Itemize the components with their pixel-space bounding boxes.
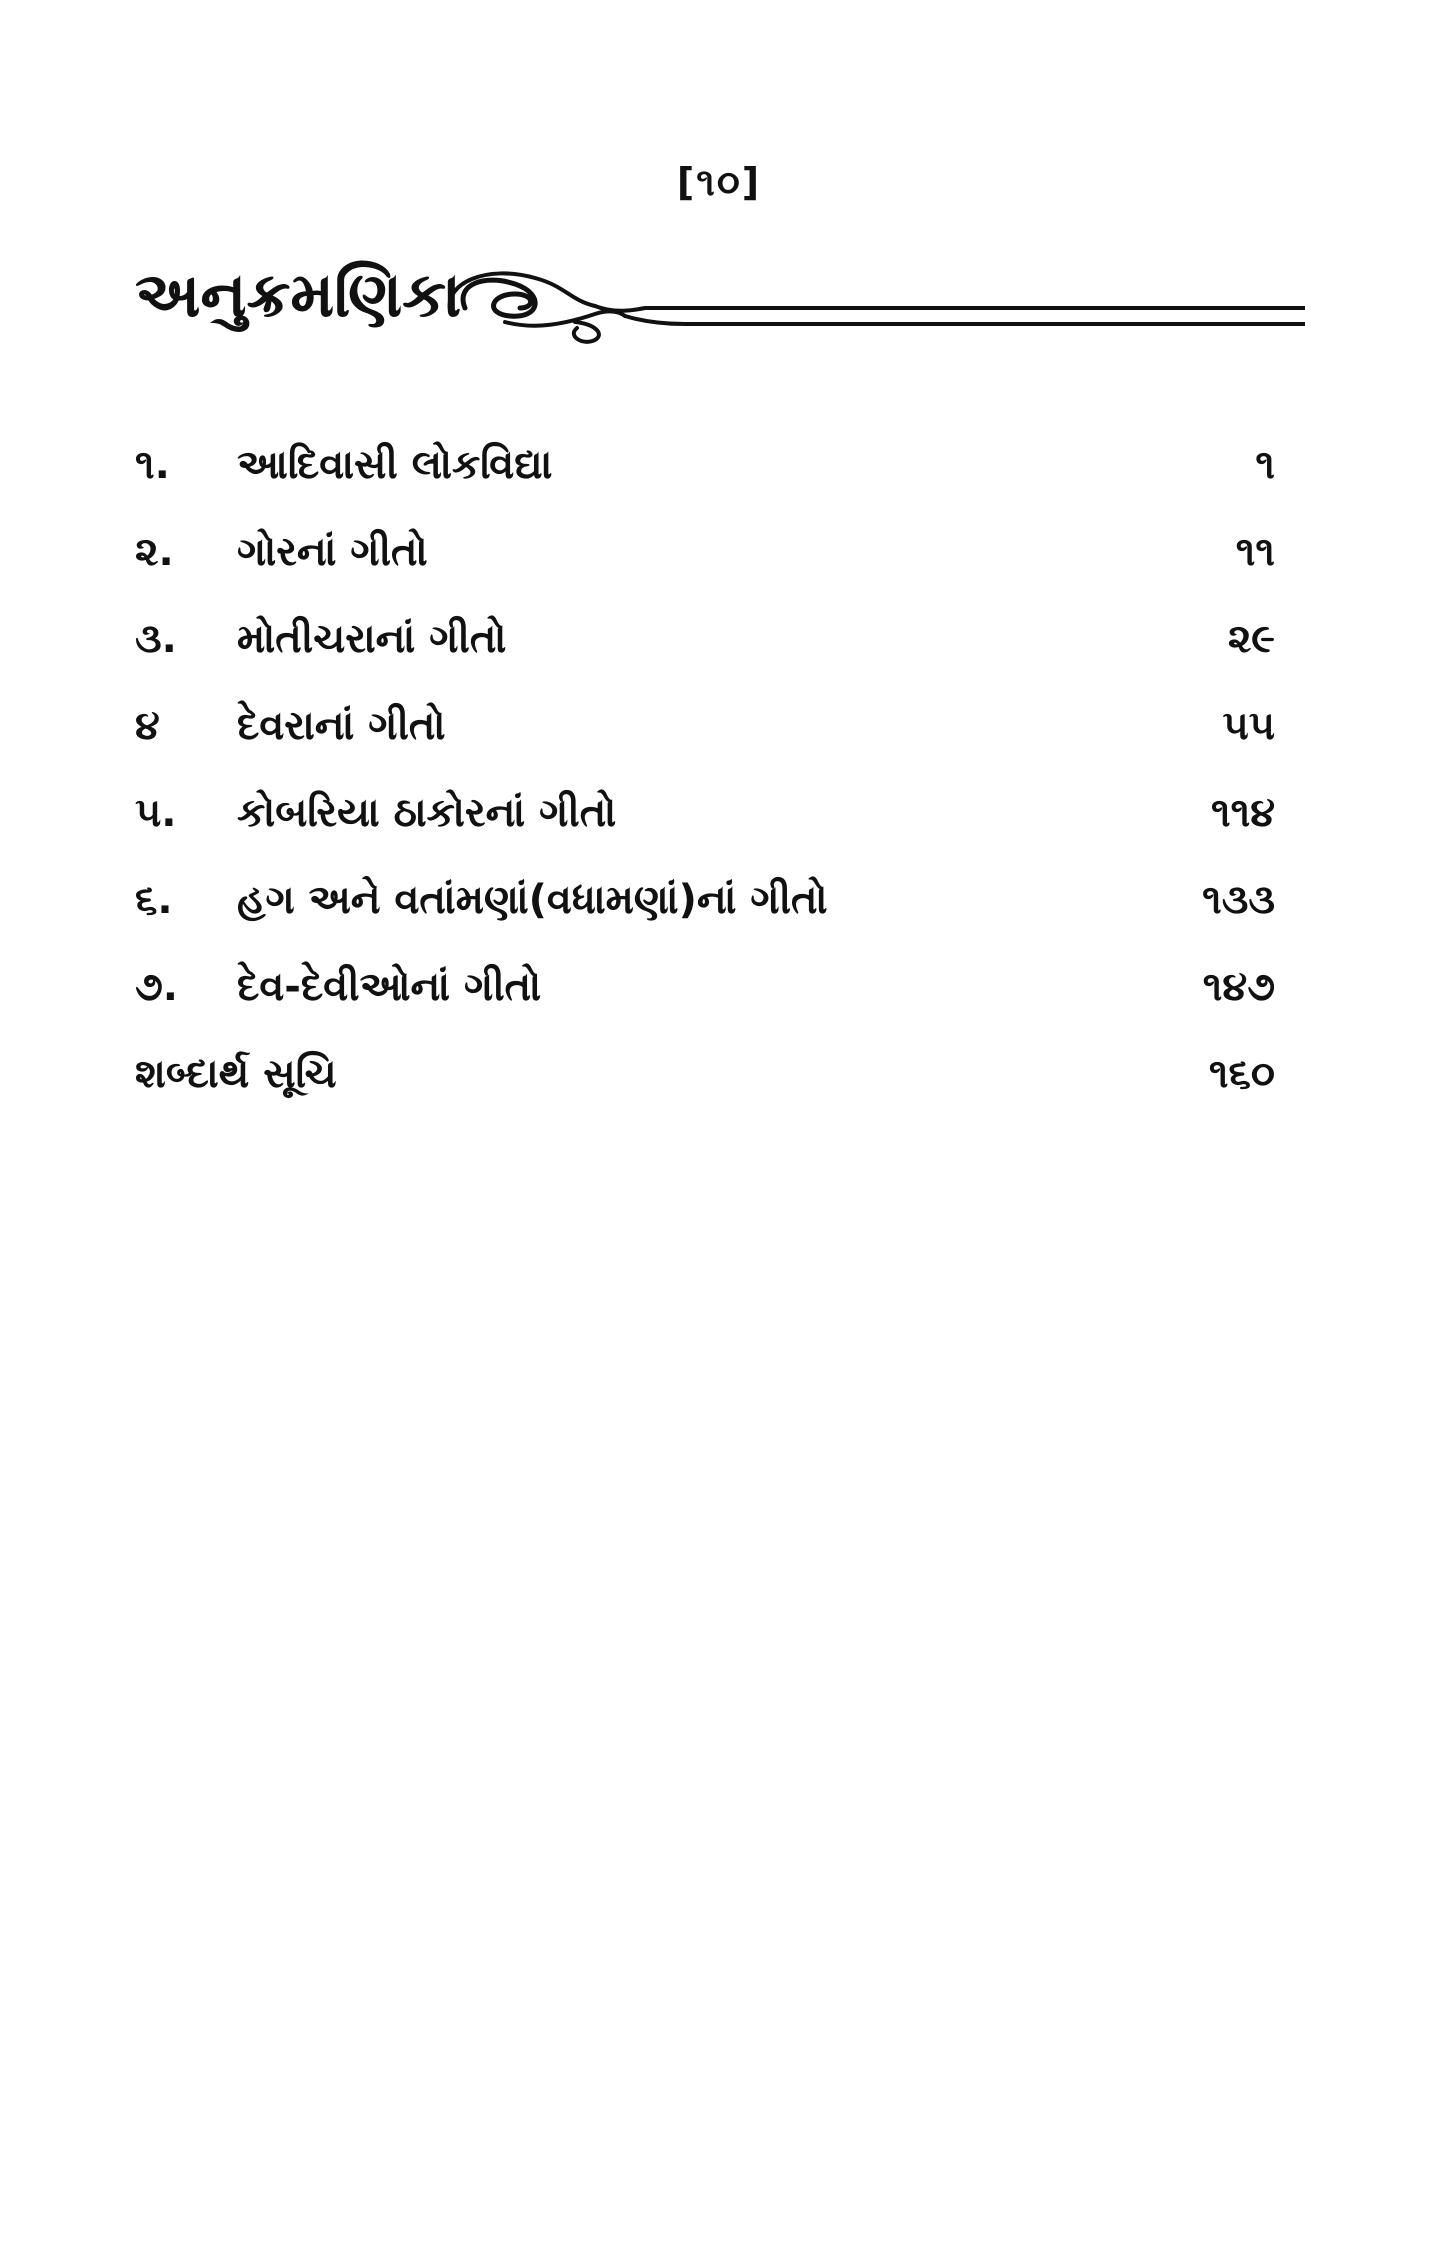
toc-entry-page: ૫૫ [1222,703,1275,749]
toc-entry-title: કોબરિયા ઠાકોરનાં ગીતો [237,790,617,836]
flourish-ornament-icon [445,264,1305,344]
toc-entry-page: ૧૧૪ [1211,790,1275,836]
toc-entry-number: ૧. [135,442,170,488]
toc-entry-title: આદિવાસી લોકવિદ્યા [237,442,553,488]
toc-entry-glossary [135,1039,1275,1126]
toc-entry-page: ૧૩૩ [1202,877,1275,923]
toc-entry [135,430,1275,517]
toc-entry-title: મોતીચરાનાં ગીતો [237,616,507,662]
page-number: [૧૦] [676,160,762,204]
toc-entry-title: શબ્દાર્થ સૂચિ [135,1051,337,1097]
toc-entry-title: દેવરાનાં ગીતો [237,703,446,749]
contents-list [135,430,1275,1126]
toc-entry [135,952,1275,1039]
toc-entry [135,865,1275,952]
toc-entry-number: ૭. [135,964,178,1010]
toc-entry-number: ૫. [135,790,177,836]
toc-entry-number: ૨. [135,529,174,575]
contents-title: અનુક્રમણિકા [135,258,462,331]
toc-entry-number: ૪ [135,703,160,749]
toc-entry-title: હગ અને વતાંમણાં(વધામણાં)નાં ગીતો [237,877,828,923]
toc-entry-number: ૬. [135,877,173,923]
toc-entry-title: ગોરનાં ગીતો [237,529,428,575]
toc-entry [135,691,1275,778]
toc-entry-page: ૨૯ [1227,616,1275,662]
contents-heading [135,250,1305,360]
toc-entry [135,778,1275,865]
toc-entry-title: દેવ-દેવીઓનાં ગીતો [237,964,542,1010]
toc-entry-page: ૧૪૭ [1202,964,1275,1010]
toc-entry-number: ૩. [135,616,177,662]
toc-entry-page: ૧૬૦ [1208,1051,1275,1097]
toc-entry [135,604,1275,691]
toc-entry-page: ૧ [1255,442,1275,488]
toc-entry-page: ૧૧ [1235,529,1275,575]
toc-entry [135,517,1275,604]
